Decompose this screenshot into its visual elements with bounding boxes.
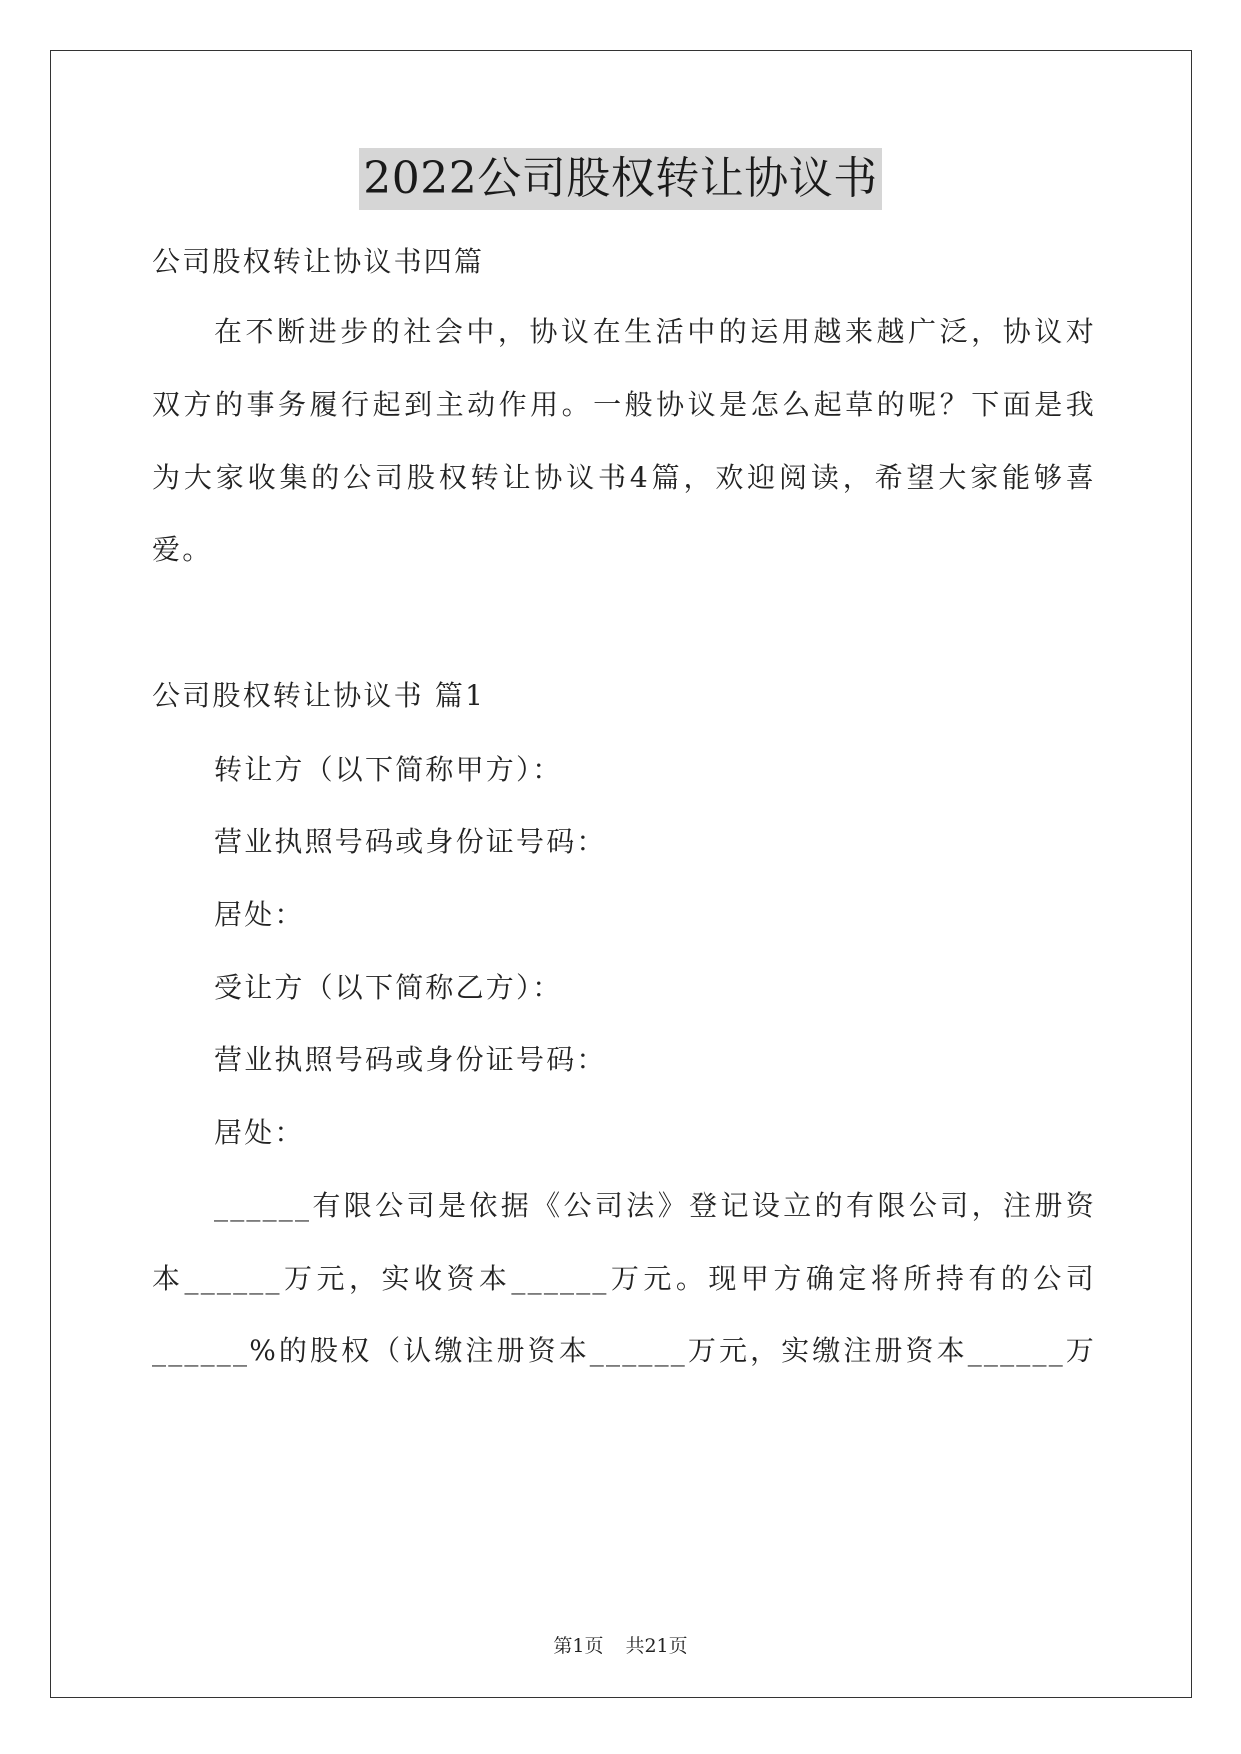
field-transferor-id: 营业执照号码或身份证号码： (214, 825, 607, 858)
page-number-current: 第1页 (553, 1635, 604, 1657)
title-container (0, 148, 1241, 210)
page-number-total: 共21页 (625, 1635, 688, 1657)
field-transferee-address: 居处： (214, 1116, 305, 1149)
intro-line-2: 双方的事务履行起到主动作用。一般协议是怎么起草的呢？下面是我 (152, 388, 1096, 421)
document-subtitle: 公司股权转让协议书四篇 (152, 245, 485, 278)
page-footer (0, 1633, 1241, 1659)
field-transferor-address: 居处： (214, 898, 305, 931)
field-transferee-id: 营业执照号码或身份证号码： (214, 1043, 607, 1076)
page-border (50, 50, 1192, 1698)
field-transferor: 转让方（以下简称甲方）： (214, 753, 563, 786)
body-line-3: ______%的股权（认缴注册资本______万元，实缴注册资本______万 (152, 1334, 1096, 1367)
intro-line-1: 在不断进步的社会中，协议在生活中的运用越来越广泛，协议对 (214, 315, 1096, 348)
field-transferee: 受让方（以下简称乙方）： (214, 971, 563, 1004)
intro-line-3: 为大家收集的公司股权转让协议书4篇，欢迎阅读，希望大家能够喜 (152, 461, 1096, 494)
body-line-2: 本______万元，实收资本______万元。现甲方确定将所持有的公司 (152, 1262, 1096, 1295)
body-line-1: ______有限公司是依据《公司法》登记设立的有限公司，注册资 (214, 1189, 1096, 1222)
intro-line-4: 爱。 (152, 533, 213, 566)
section-heading: 公司股权转让协议书 篇1 (152, 679, 486, 712)
document-title: 2022公司股权转让协议书 (359, 148, 881, 210)
